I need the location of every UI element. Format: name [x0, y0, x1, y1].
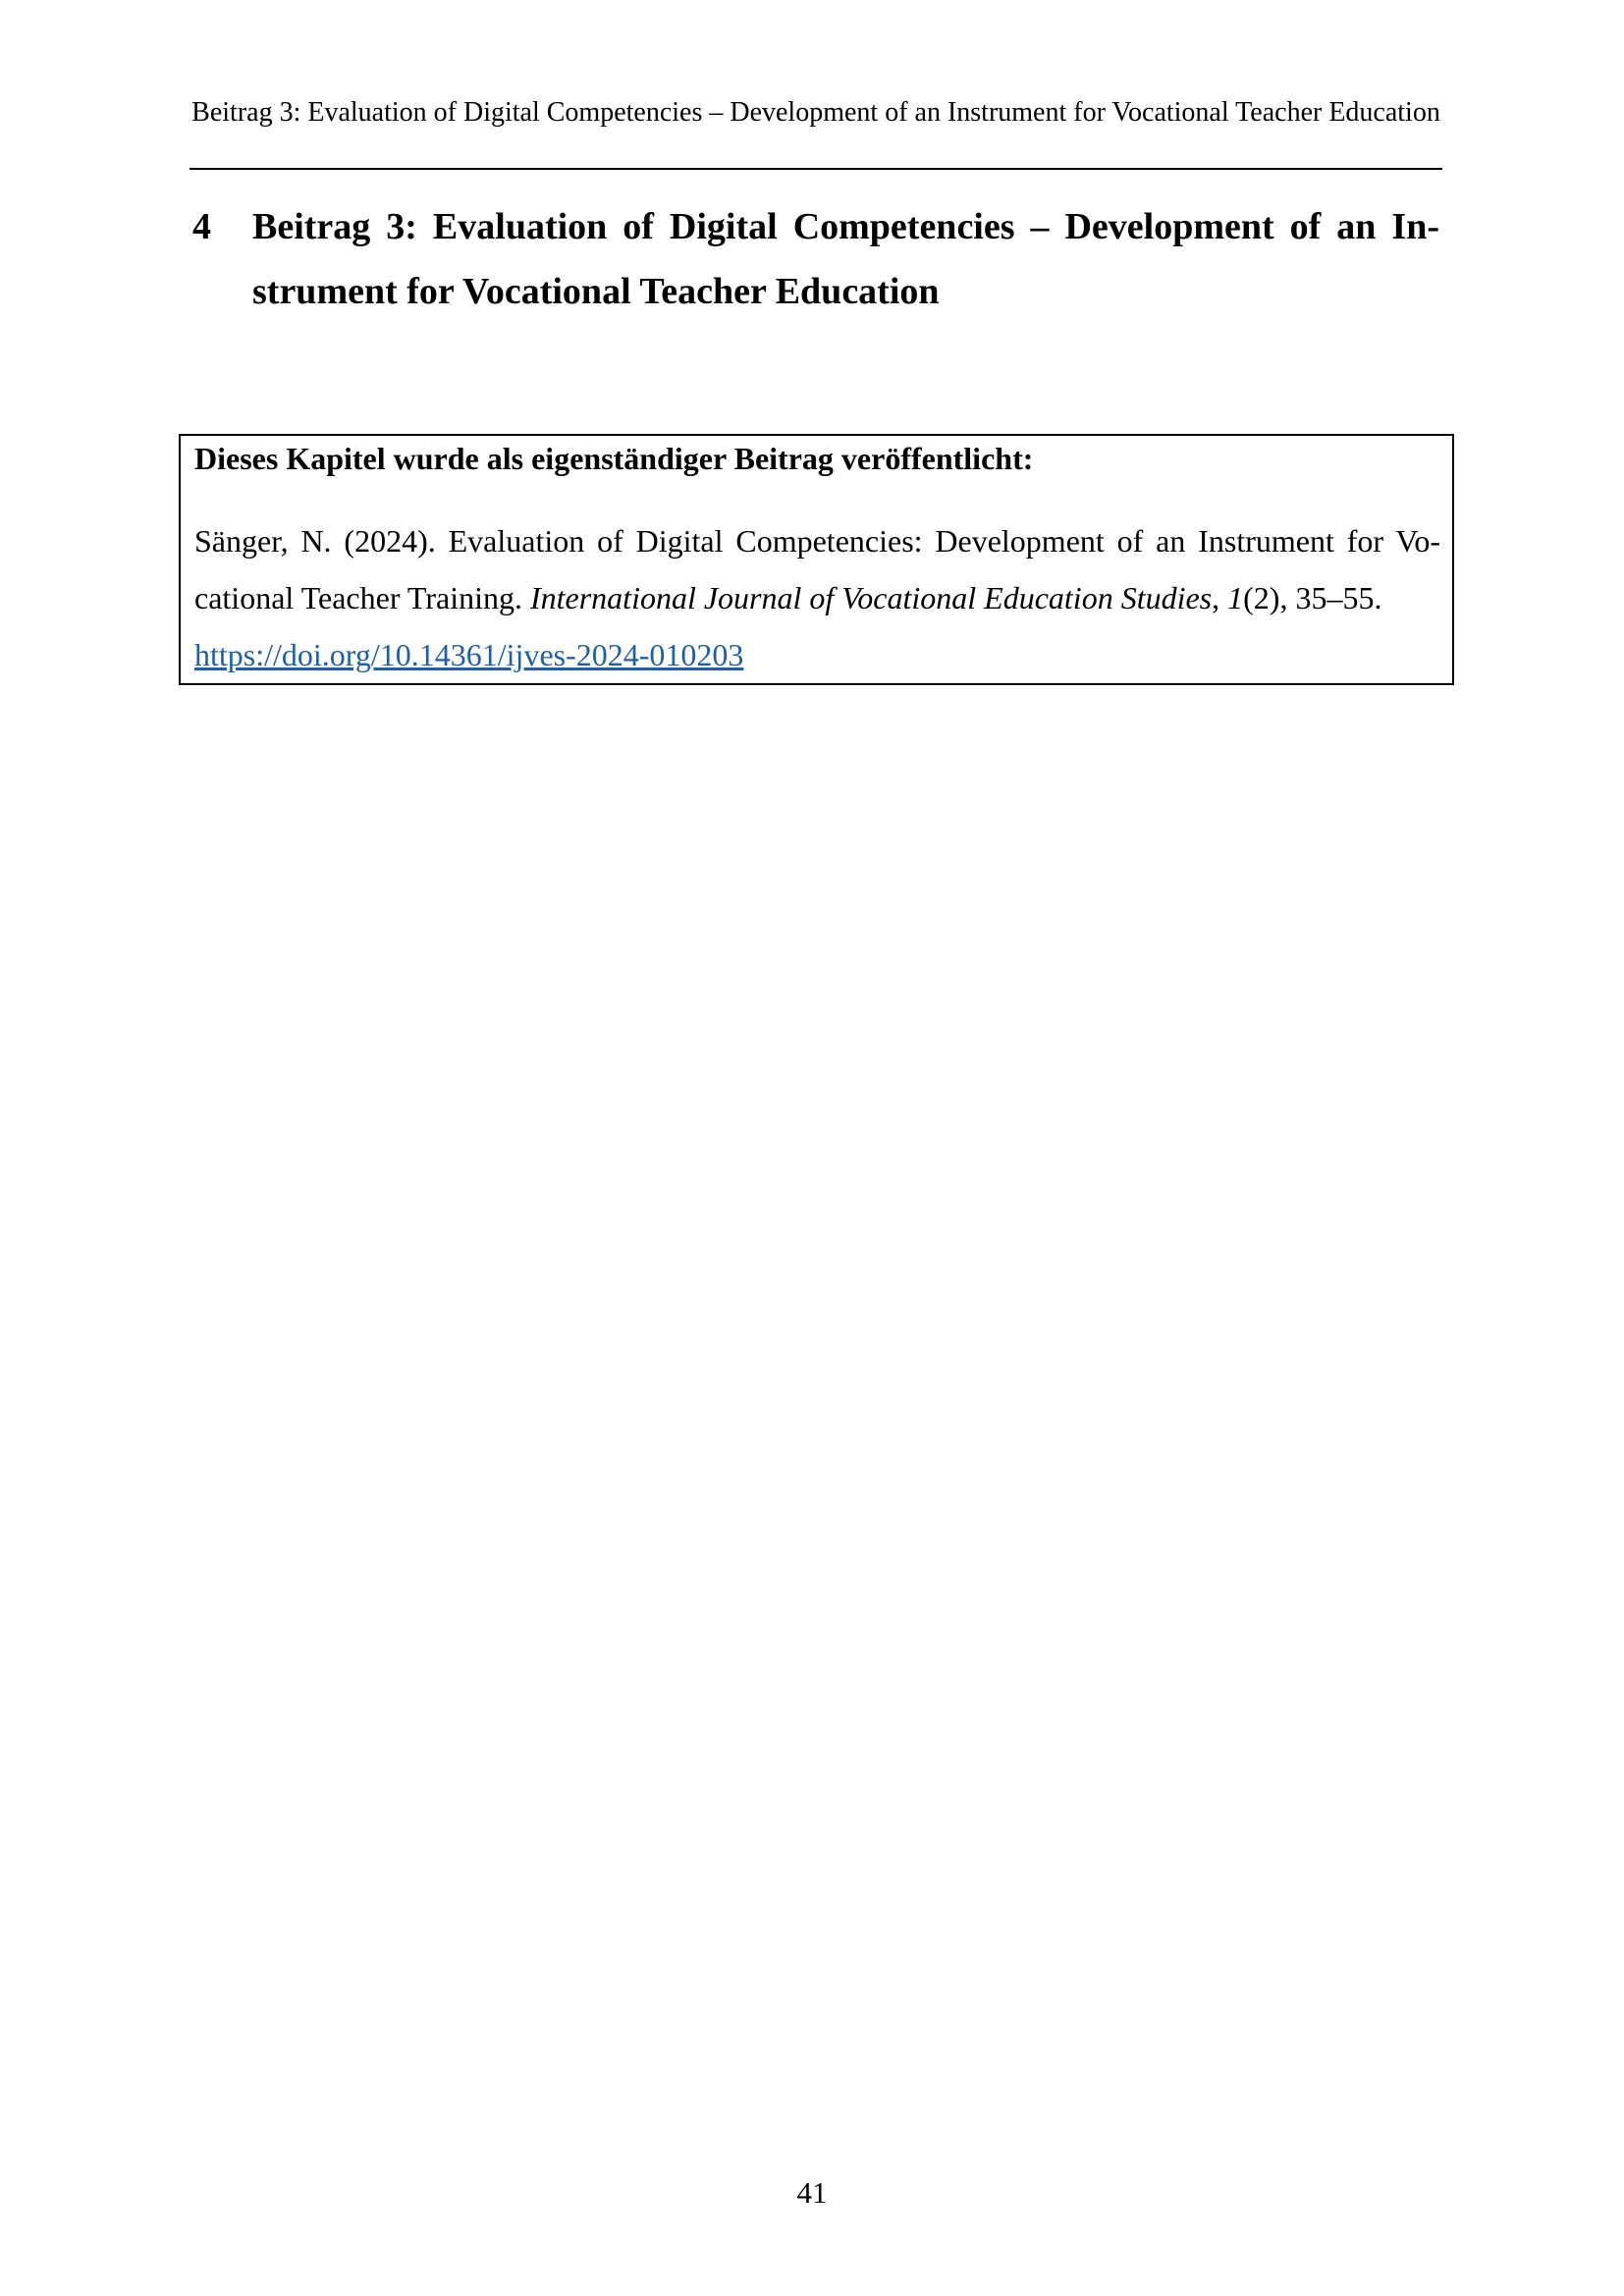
chapter-title: Beitrag 3: Evaluation of Digital Competencies – Development of an In-strument for Vocational Teacher Education [252, 206, 1439, 312]
publication-notice-box [179, 434, 1454, 685]
citation-volume: 1 [1227, 580, 1244, 615]
header-divider [189, 168, 1442, 170]
citation-separator: , [1212, 580, 1228, 615]
citation [194, 512, 1440, 683]
page-number: 41 [796, 2175, 828, 2210]
citation-issue-pages: (2), 35–55. [1243, 580, 1382, 615]
doi-link[interactable]: https://doi.org/10.14361/ijves-2024-010203 [194, 637, 744, 672]
publication-notice-title: Dieses Kapitel wurde als eigenständiger Beitrag veröffentlicht: [194, 441, 1034, 476]
citation-journal: International Journal of Vocational Education Studies [529, 580, 1213, 615]
running-header: Beitrag 3: Evaluation of Digital Competencies – Development of an Instrument for Vocational Teacher Education [191, 97, 1440, 128]
citation-authors-title: Sänger, N. (2024). Evaluation of Digital Competencies: Development of an Instrument for Vo-cational Teacher Training. [194, 523, 1440, 615]
chapter-number: 4 [192, 206, 211, 247]
